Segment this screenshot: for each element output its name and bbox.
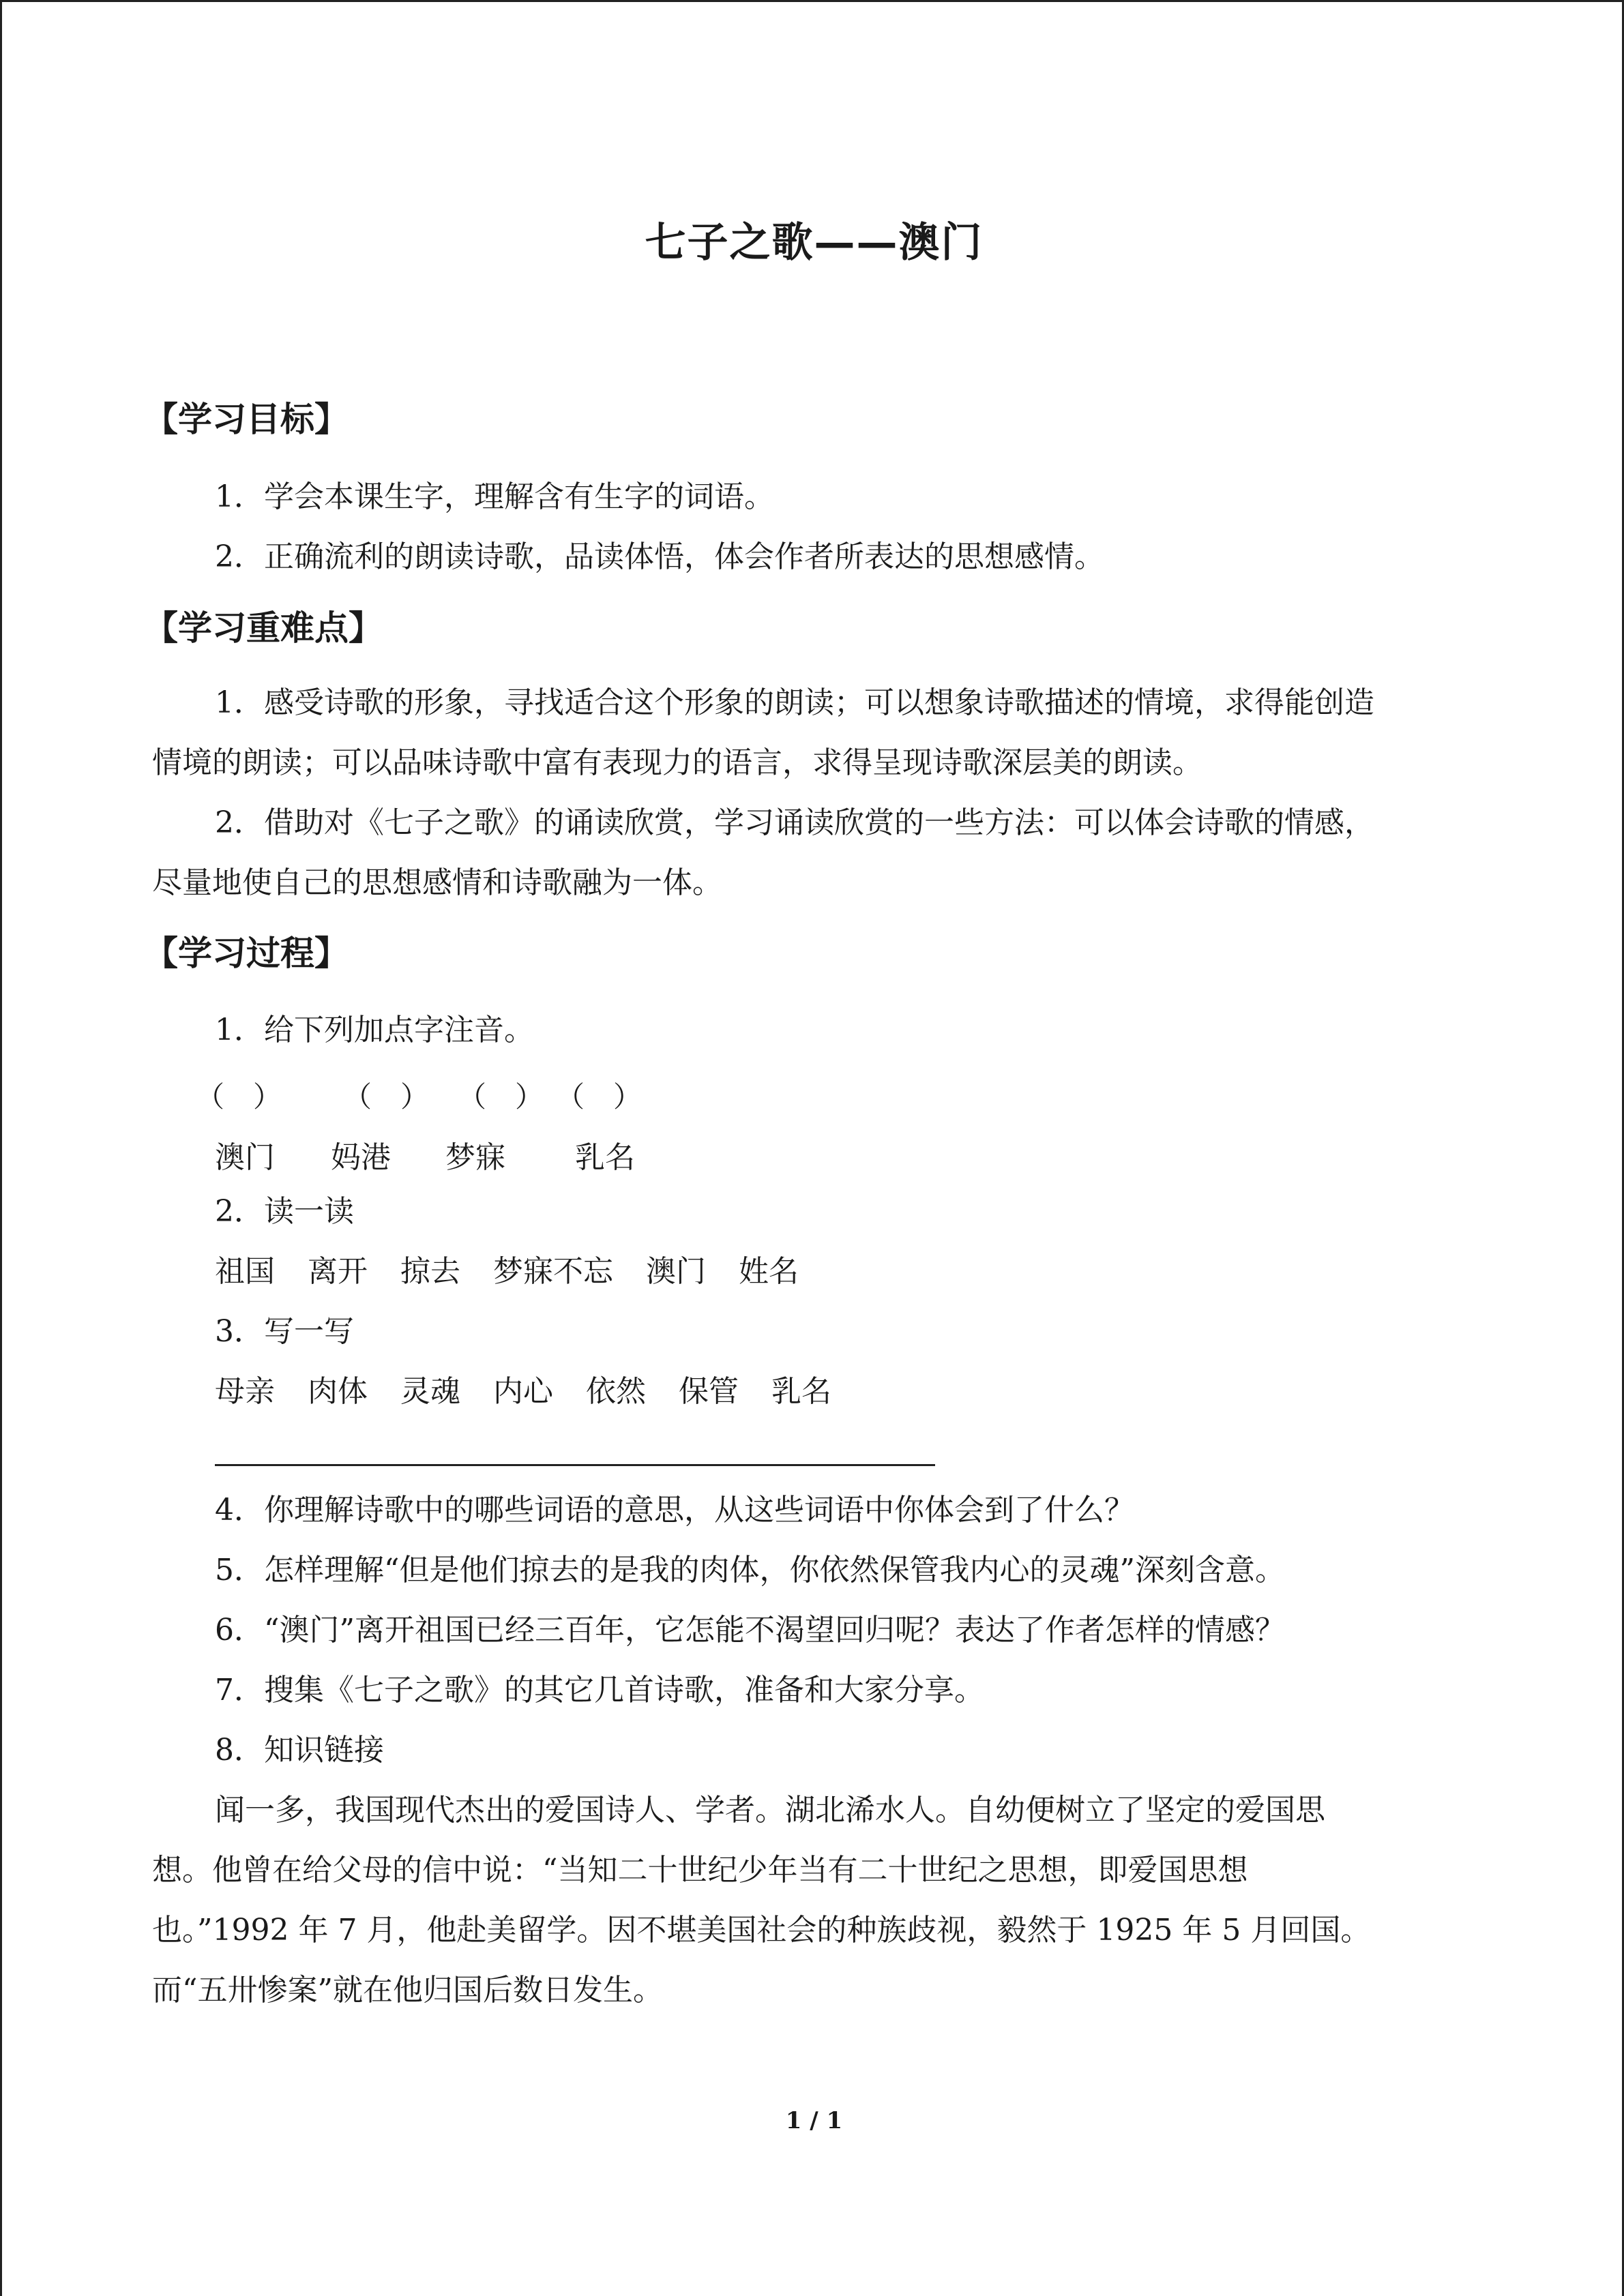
word-item: 澳门	[215, 1140, 275, 1175]
question-3-words	[215, 1374, 864, 1409]
page-number: 1 / 1	[785, 2107, 843, 2134]
word-item: 乳名	[575, 1140, 635, 1175]
question-3: 3．写一写	[215, 1314, 354, 1349]
pinyin-blank-3: （ ）	[458, 1080, 544, 1114]
question-2: 2．读一读	[215, 1194, 354, 1229]
answer-line	[215, 1464, 935, 1466]
word-item: 离开	[308, 1254, 368, 1289]
knowledge-link-line-1: 闻一多，我国现代杰出的爱国诗人、学者。湖北浠水人。自幼便树立了坚定的爱国思	[215, 1793, 1325, 1828]
question-4: 4．你理解诗歌中的哪些词语的意思，从这些词语中你体会到了什么？	[215, 1493, 1134, 1527]
page-title: 七子之歌——澳门	[645, 219, 984, 267]
keypoint-2-line-1: 2．借助对《七子之歌》的诵读欣赏，学习诵读欣赏的一些方法：可以体会诗歌的情感，	[215, 805, 1374, 840]
pinyin-blank-2: （ ）	[343, 1080, 430, 1114]
knowledge-link-line-2: 想。他曾在给父母的信中说：“当知二十世纪少年当有二十世纪之思想，即爱国思想	[152, 1853, 1248, 1888]
question-1: 1．给下列加点字注音。	[215, 1013, 534, 1047]
word-item: 姓名	[739, 1254, 799, 1289]
word-item: 梦寐	[445, 1140, 505, 1175]
heading-learning-process: 【学习过程】	[144, 934, 349, 973]
question-5: 5．怎样理解“但是他们掠去的是我的肉体，你依然保管我内心的灵魂”深刻含意。	[215, 1553, 1285, 1587]
keypoint-1-line-2: 情境的朗读；可以品味诗歌中富有表现力的语言，求得呈现诗歌深层美的朗读。	[152, 745, 1202, 780]
word-item: 掠去	[400, 1254, 460, 1289]
goal-item-1: 1．学会本课生字，理解含有生字的词语。	[215, 479, 774, 514]
word-item: 祖国	[215, 1254, 275, 1289]
word-item: 澳门	[646, 1254, 706, 1289]
word-item: 妈港	[331, 1140, 391, 1175]
question-6: 6．“澳门”离开祖国已经三百年，它怎能不渴望回归呢？表达了作者怎样的情感？	[215, 1613, 1285, 1648]
word-item: 梦寐不忘	[493, 1254, 613, 1289]
keypoint-2-line-2: 尽量地使自己的思想感情和诗歌融为一体。	[152, 865, 722, 900]
pinyin-blank-1: （ ）	[196, 1080, 282, 1114]
knowledge-link-line-4: 而“五卅惨案”就在他归国后数日发生。	[152, 1973, 663, 2008]
word-item: 依然	[586, 1374, 646, 1409]
question-2-words	[215, 1254, 831, 1289]
heading-key-points: 【学习重难点】	[144, 608, 383, 648]
heading-learning-goals: 【学习目标】	[144, 400, 349, 439]
word-item: 灵魂	[400, 1374, 460, 1409]
knowledge-link-line-3: 也。”1992 年 7 月，他赴美留学。因不堪美国社会的种族歧视，毅然于 1925 年 5 月回国。	[152, 1913, 1371, 1948]
question-7: 7．搜集《七子之歌》的其它几首诗歌，准备和大家分享。	[215, 1673, 984, 1708]
word-item: 乳名	[771, 1374, 831, 1409]
keypoint-1-line-1: 1．感受诗歌的形象，寻找适合这个形象的朗读；可以想象诗歌描述的情境，求得能创造	[215, 685, 1374, 720]
word-item: 母亲	[215, 1374, 275, 1409]
word-item: 内心	[493, 1374, 553, 1409]
goal-item-2: 2．正确流利的朗读诗歌，品读体悟，体会作者所表达的思想感情。	[215, 539, 1104, 574]
word-item: 肉体	[308, 1374, 368, 1409]
word-item: 保管	[679, 1374, 739, 1409]
pinyin-blank-4: （ ）	[556, 1080, 643, 1114]
question-8: 8．知识链接	[215, 1733, 384, 1768]
